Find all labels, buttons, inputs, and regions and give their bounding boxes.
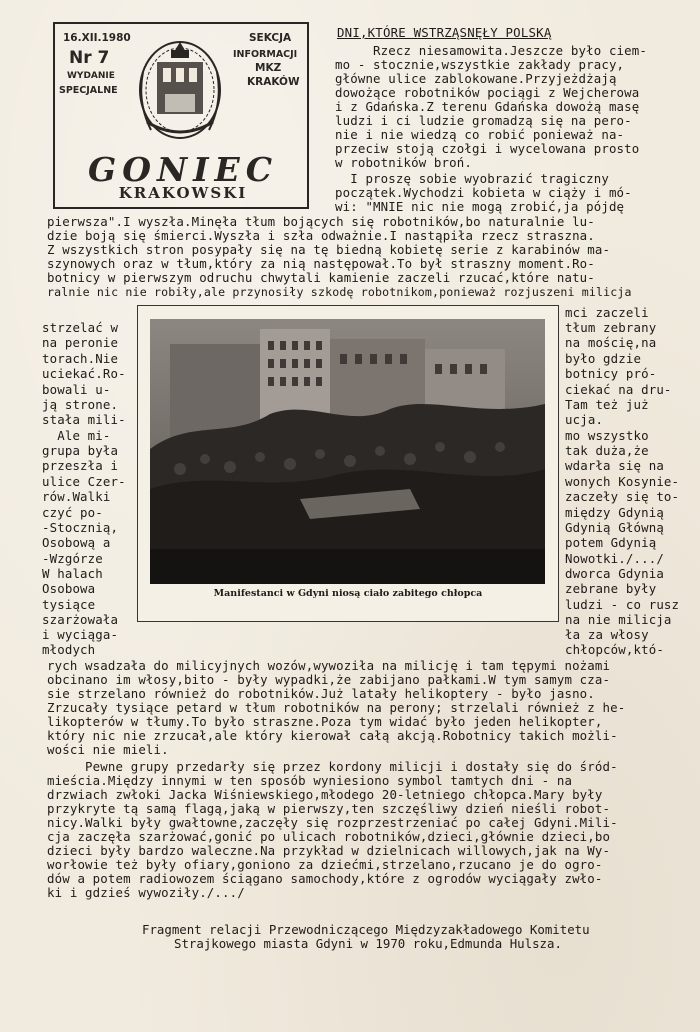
body-line: ją strone.: [42, 397, 119, 412]
body-line: ulice Czer-: [42, 474, 126, 489]
body-line: czyć po-: [42, 505, 103, 520]
body-line: Pewne grupy przedarły się przez kordony milicji i dostały się do śród-: [47, 759, 618, 774]
body-line: tłum zebrany: [565, 320, 657, 335]
body-line: było gdzie: [565, 351, 642, 366]
krakow-crest-emblem: [135, 32, 225, 142]
body-line: szynowych oraz w tłum,który za nią następował.To był straszny moment.Ro-: [47, 256, 595, 271]
body-line: ki i gdzieś wywoziły./.../: [47, 885, 245, 900]
masthead-edition-line2: SPECJALNE: [59, 85, 118, 96]
masthead-date: 16.XII.1980: [63, 32, 131, 44]
body-line: W halach: [42, 566, 103, 581]
body-line: między Gdynią: [565, 505, 664, 520]
body-line: bowali u-: [42, 382, 111, 397]
body-line: sie strzelano również do robotników.Już latały helikoptery - było jasno.: [47, 686, 595, 701]
body-line: zebrane były: [565, 581, 657, 596]
body-line: botnicy w pierwszym odruchu chwytali kamienie zaczeli rzucać,które natu-: [47, 270, 595, 285]
body-line: worłowie też były ofiary,goniono za dziećmi,strzelano,rzucano je do ogro-: [47, 857, 603, 872]
body-line: likopterów w tłumy.To było straszne.Poza tym widać było jeden helikopter,: [47, 714, 603, 729]
body-line: Zrzucały tysiące petard w tłum robotników na perony; strzelali również z he-: [47, 700, 626, 715]
body-line: nicy.Walki były gwałtowne,zaczęły się rozprzestrzeniać po całej Gdyni.Mili-: [47, 815, 618, 830]
body-line: ciekać na dru-: [565, 382, 672, 397]
body-line: wdarła się na: [565, 458, 664, 473]
body-line: ralnie nic nie robiły,ale przynosiły szkodę robotnikom,ponieważ rozjuszeni milicja: [47, 285, 632, 299]
body-line: Tam też już: [565, 397, 649, 412]
body-line: botnicy pró-: [565, 366, 657, 381]
body-line: Nowotki./.../: [565, 551, 664, 566]
body-line: Rzecz niesamowita.Jeszcze było ciem-: [335, 43, 648, 58]
body-line: uciekać.Ro-: [42, 366, 126, 381]
body-line: który nic nie zrzucał,ale który kierował całą akcją.Robotnicy takich możli-: [47, 728, 618, 743]
body-line: Gdynią Główną: [565, 520, 664, 535]
body-line: Osobową a: [42, 535, 111, 550]
masthead-edition-line1: WYDANIE: [67, 71, 115, 81]
body-line: szarżowała: [42, 612, 119, 627]
body-line: i z Gdańska.Z terenu Gdańska dowożą masę: [335, 99, 640, 114]
body-line: wi: "MNIE nic nie mogą zrobić,ja pójdę: [335, 199, 625, 214]
body-line: potem Gdynią: [565, 535, 657, 550]
body-line: przeciw stoją czołgi i wycelowana prosto: [335, 141, 640, 156]
masthead-issue-number: Nr 7: [69, 48, 110, 68]
body-line: chłopców,któ-: [565, 642, 664, 657]
body-line: Z wszystkich stron posypały się na tę biedną kobietę serie z karabinów ma-: [47, 242, 611, 257]
body-line: tak duża,że: [565, 443, 649, 458]
body-line: główne ulice zablokowane.Przyjeżdżają: [335, 71, 617, 86]
body-line: Osobowa: [42, 581, 96, 596]
body-line: mci zaczeli: [565, 305, 649, 320]
masthead-section-line1: SEKCJA: [249, 32, 292, 44]
body-line: mo - stocznie,wszystkie zakłady pracy,: [335, 57, 625, 72]
body-line: cja zaczęła szarżować,gonić po ulicach robotników,dzieci,głównie dzieci,bo: [47, 829, 611, 844]
body-line: wonych Kosynie-: [565, 474, 680, 489]
body-line: pierwsza".I wyszła.Minęła tłum bojących się robotników,bo naturalnie lu-: [47, 214, 595, 229]
news-photo-frame: [137, 305, 559, 622]
masthead-section-line4: KRAKÓW: [247, 76, 300, 88]
photo-caption: Manifestanci w Gdyni niosą ciało zabitego chłopca: [213, 588, 483, 599]
body-line: strzelać w: [42, 320, 119, 335]
body-line: dowożące robotników pociągi z Wejcherowa: [335, 85, 640, 100]
article-headline: DNI,KTÓRE WSTRZĄSNĘŁY POLSKĄ: [337, 25, 552, 40]
body-line: dzie boją się śmierci.Wyszła i szła odważnie.I nastąpiła rzecz straszna.: [47, 228, 595, 243]
body-line: ła za włosy: [565, 627, 649, 642]
body-line: drzwiach zwłoki Jacka Wiśniewskiego,młodego 20-letniego chłopca.Mary były: [47, 787, 603, 802]
body-line: I proszę sobie wyobrazić tragiczny: [335, 171, 609, 186]
body-line: torach.Nie: [42, 351, 119, 366]
news-photo: [150, 319, 545, 584]
body-line: przykryte tą samą flagą,jaką w pierwszy,ten szczęśliwy dzień nieśli robot-: [47, 801, 611, 816]
body-line: dworca Gdynia: [565, 566, 664, 581]
body-line: początek.Wychodzi kobieta w ciąży i mó-: [335, 185, 632, 200]
body-line: nie i nie wiedzą co robić ponieważ na-: [335, 127, 625, 142]
masthead-section-line3: MKZ: [255, 62, 282, 74]
body-line: zaczeły się to-: [565, 489, 680, 504]
body-line: obcinano im włosy,bito - były wypadki,że zabijano pałkami.W tym samym cza-: [47, 672, 611, 687]
body-line: mo wszystko: [565, 428, 649, 443]
masthead-section-line2: INFORMACJI: [233, 49, 298, 60]
body-line: wości nie mieli.: [47, 742, 169, 757]
body-line: dów a potem radiowozem ściągano samochody,które z ogrodów wyciągały zwło-: [47, 871, 603, 886]
body-line: mieścia.Między innymi w ten sposób wyniesiono symbol tamtych dni - na: [47, 773, 573, 788]
masthead-title: GONIEC: [88, 150, 278, 189]
body-line: i wyciąga-: [42, 627, 119, 642]
body-line: ludzi i ci ludzie gromadzą się na pero-: [335, 113, 632, 128]
body-line: ucja.: [565, 412, 604, 427]
body-line: w robotników broń.: [335, 155, 472, 170]
body-line: dzieci były bardzo waleczne.Na przykład w dzielnicach willowych,jak na Wy-: [47, 843, 611, 858]
body-line: -Wzgórze: [42, 551, 103, 566]
body-line: na peronie: [42, 335, 119, 350]
attribution-line1: Fragment relacji Przewodniczącego Międzyzakładowego Komitetu: [142, 922, 590, 937]
body-line: tysiące: [42, 597, 96, 612]
body-line: grupa była: [42, 443, 119, 458]
body-line: rów.Walki: [42, 489, 111, 504]
masthead-subtitle: KRAKOWSKI: [118, 184, 248, 202]
body-line: na nie milicja: [565, 612, 672, 627]
body-line: -Stocznią,: [42, 520, 119, 535]
body-line: Ale mi-: [42, 428, 111, 443]
body-line: młodych: [42, 642, 96, 657]
body-line: stała mili-: [42, 412, 126, 427]
attribution-line2: Strajkowego miasta Gdyni w 1970 roku,Edmunda Hulsza.: [174, 936, 562, 951]
masthead: [53, 22, 309, 209]
body-line: przeszła i: [42, 458, 119, 473]
body-line: rych wsadzała do milicyjnych wozów,wywoziła na milicję i tam tępymi nożami: [47, 658, 611, 673]
body-line: na mościę,na: [565, 335, 657, 350]
body-line: ludzi - co rusz: [565, 597, 680, 612]
